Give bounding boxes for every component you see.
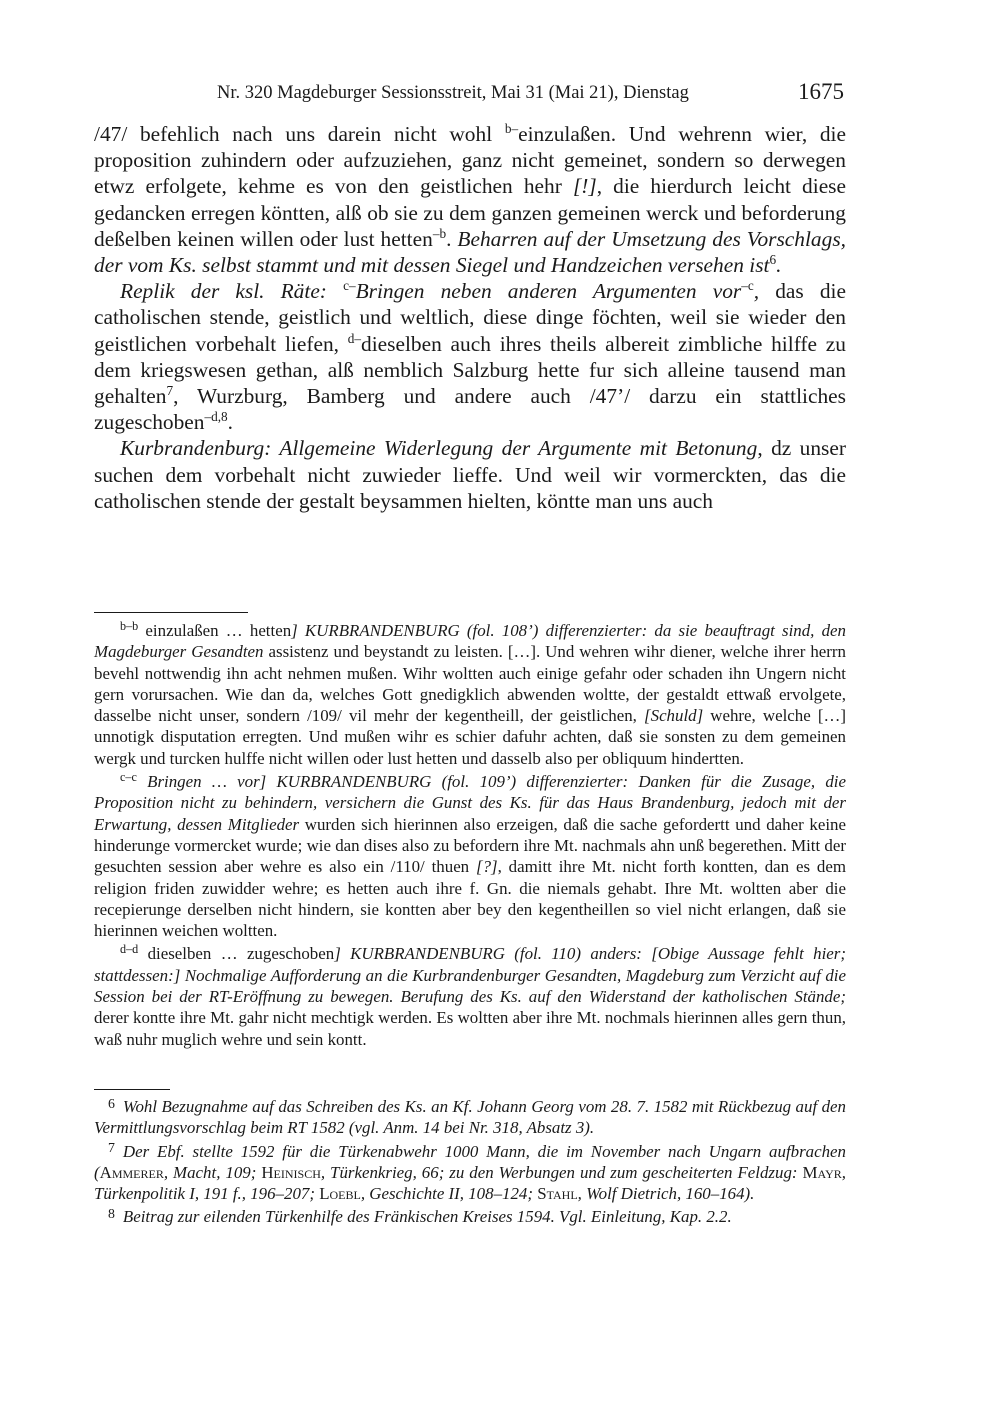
apparatus-siglum: b–: [504, 120, 519, 136]
author-name: Ammerer: [99, 1162, 164, 1182]
body-text-run: einzulaßen. Und wehrenn wier, die proposition zuhindern oder aufzuziehen, ganz nicht gemeinet, sondern so derwegen etwz erfolgete, kehme es von den geistlichen hehr: [94, 122, 846, 199]
footnotes: [94, 1096, 846, 1230]
apparatus-text: wehre, welche […] unnotigk disputation erregten. Und mußen wihr es schier dafuhr achten, daß sie sonsten zu dem gemeinen wergk und turcken hulffe nicht willen oder lust hetten und dasselb also per obliquum hindertten.: [94, 706, 846, 768]
apparatus-siglum: d–: [347, 330, 362, 346]
footnote-text: , Türkenpolitik I, 191 f., 196–207;: [94, 1162, 846, 1204]
author-name: Mayr: [802, 1162, 842, 1182]
apparatus-siglum: –d,8: [204, 409, 228, 425]
body-text-run: das die catholischen stende, geistlich und weltlich, diese dinge föchten, weil sie wieder den geistlichen vorbehalt liefen,: [94, 279, 846, 356]
footnote-text: Wohl Bezugnahme auf das Schreiben des Ks. an Kf. Johann Georg vom 28. 7. 1582 mit Rückbezug auf den Vermittlungsvorschlag beim RT 1582 (vgl. Anm. 14 bei Nr. 318, Absatz 3).: [94, 1097, 846, 1138]
apparatus-comment: ] KURBRANDENBURG (fol. 110) anders: [Obige Aussage fehlt hier; stattdessen:] Nochmalige Aufforderung an die Kurbrandenburger Gesandten, Magdeburg zum Verzicht auf die Session bei der RT-Eröffnung zu bewegen. Berufung des Ks. auf den Widerstand der katholischen Stände;: [94, 944, 847, 1007]
apparatus-text: wurden sich hierinnen also erzeigen, daß die sache gefordertt und daher keine hinderunge vormercket wurde; wie dan dises also zu befordern ihre Mt. nachmals ahn unß begerethen. Mitt der gesuchten session aber wehre es also ein /110/ thuen: [94, 814, 846, 877]
author-name: Loebl: [319, 1184, 361, 1204]
apparatus-siglum: –b: [432, 225, 447, 241]
running-head: Nr. 320 Magdeburger Sessionsstreit, Mai 31 (Mai 21), Dienstag: [217, 83, 689, 103]
apparatus-comment: ] KURBRANDENBURG (fol. 108’) differenzierter: da sie beauftragt sind, den Magdeburger Gesandten: [94, 621, 846, 662]
apparatus-siglum: b–b: [120, 618, 139, 633]
apparatus-divider: [94, 612, 248, 613]
editorial-summary: Beharren auf der Umsetzung des Vorschlags, der vom Ks. selbst stammt und mit dessen Siegel und Handzeichen versehen ist: [94, 226, 846, 278]
body-paragraph-2: [94, 278, 846, 435]
apparatus-text: derer kontte ihre Mt. gahr nicht mechtigk werden. Es woltten aber ihre Mt. nochmals hierinnen alles gern thun, waß nuhr muglich wehre und sein kontt.: [94, 1008, 846, 1049]
footnote-number: 6: [108, 1095, 115, 1111]
author-name: Stahl: [537, 1184, 578, 1204]
apparatus-text: dieselben … zugeschoben: [138, 944, 335, 964]
page-header: [94, 79, 846, 109]
editorial-mark: [?]: [476, 857, 498, 877]
footnote-ref: 6: [769, 251, 777, 267]
editorial-summary: Replik der ksl. Räte:: [120, 279, 344, 304]
editorial-mark: [Schuld]: [644, 706, 704, 726]
apparatus-entry-b: [94, 620, 846, 769]
body-text-run: , die hierdurch leicht diese gedancken erregen köntten, alß ob sie zu dem ganzen gemeinen werck und beforderung deßelben keinen willen oder lust hetten: [94, 174, 847, 251]
footnote-8: [94, 1206, 846, 1227]
apparatus-entry-c: [94, 771, 846, 941]
apparatus-entry-d: [94, 943, 846, 1049]
apparatus-siglum: c–c: [120, 770, 137, 784]
apparatus-text: assistenz und beystandt zu leisten. […]. Und wehren wihr diener, welche ihrer herrn bevehl nottwendig ihn acht nehmen mußen. Wihr woltten auch einige gefahr oder schaden ihn Ungern nicht gern vorursachen. Wie dan da, welches Gott gnedigklich abwenden woltte, der gestaldt ettwaß ervolgete, dasselbe nicht unser, sondern /109/ vil mehr der kegentheill, der geistlichen,: [94, 642, 847, 726]
editorial-mark: [!]: [572, 174, 597, 199]
footnote-text: , Macht, 109;: [163, 1162, 262, 1182]
main-text: [94, 121, 846, 514]
apparatus-siglum: d–d: [120, 942, 139, 957]
apparatus-siglum: –c: [741, 278, 754, 293]
page-number: 1675: [798, 79, 844, 104]
body-text-run: , dz unser suchen dem vorbehalt nicht zuwieder lieffe. Und weil wir vormerckten, das die catholischen stende der gestalt beysammen hielten, köntte man uns auch: [94, 436, 846, 513]
footnote-text: , Türkenkrieg, 66; zu den Werbungen und zum gescheiterten Feldzug:: [320, 1162, 803, 1182]
body-text-run: /47/ befehlich nach uns darein nicht wohl: [94, 122, 505, 146]
body-text-run: .: [446, 226, 458, 251]
footnote-number: 8: [108, 1206, 115, 1222]
editorial-summary: Bringen neben anderen Argumenten vor: [355, 279, 742, 304]
footnote-text: , Geschichte II, 108–124;: [360, 1184, 538, 1204]
footnote-6: [94, 1096, 846, 1139]
body-text-run: .: [776, 253, 782, 278]
footnote-ref: 7: [166, 382, 174, 398]
footnote-text: , Wolf Dietrich, 160–164).: [577, 1184, 755, 1204]
author-name: Heinisch: [261, 1162, 321, 1182]
body-text-run: , Wurzburg, Bamberg und andere auch /47’/ darzu ein stattliches zugeschoben: [94, 384, 846, 435]
footnote-number: 7: [108, 1140, 115, 1156]
body-text-run: ,: [753, 279, 760, 304]
apparatus-siglum: c–: [343, 278, 356, 293]
apparatus-comment: Bringen … vor] KURBRANDENBURG (fol. 109’) differenzierter: Danken für die Zusage, die Proposition nicht zu behindern, versichern die Gunst des Ks. für das Haus Brandenburg, jedoch mit der Erwartung, dessen Mitglieder: [94, 772, 846, 834]
footnote-divider: [94, 1089, 170, 1090]
footnote-7: [94, 1141, 846, 1205]
editorial-summary: Kurbrandenburg: Allgemeine Widerlegung der Argumente mit Betonung: [120, 436, 758, 461]
body-paragraph-1: [94, 121, 846, 278]
body-text-run: dieselben auch ihres theils albereit zimbliche hilffe zu dem kriegswesen gethan, alß nemblich Salzburg hette fur sich alleine tausend man gehalten: [94, 331, 846, 409]
footnote-text: Beitrag zur eilenden Türkenhilfe des Fränkischen Kreises 1594. Vgl. Einleitung, Kap. 2.2.: [122, 1207, 732, 1227]
footnote-text: Der Ebf. stellte 1592 für die Türkenabwehr 1000 Mann, die im November nach Ungarn aufbrachen (: [94, 1141, 846, 1182]
apparatus-text: , damitt ihre Mt. nicht forth kontten, dan es dem religion friden zuwidder wehre; es hetten auch ihre f. Gn. die niemals gehabt. Ihre Mt. woltten aber die recepierunge derselben nicht hindern, sie kontten aber bey den kegentheillen so viel nicht erlangen, daß sie hierinnen weichen woltten.: [94, 857, 846, 941]
body-text-run: .: [227, 410, 234, 435]
body-paragraph-3: [94, 435, 846, 514]
apparatus-text: einzulaßen … hetten: [138, 621, 292, 640]
text-apparatus: [94, 620, 846, 1052]
